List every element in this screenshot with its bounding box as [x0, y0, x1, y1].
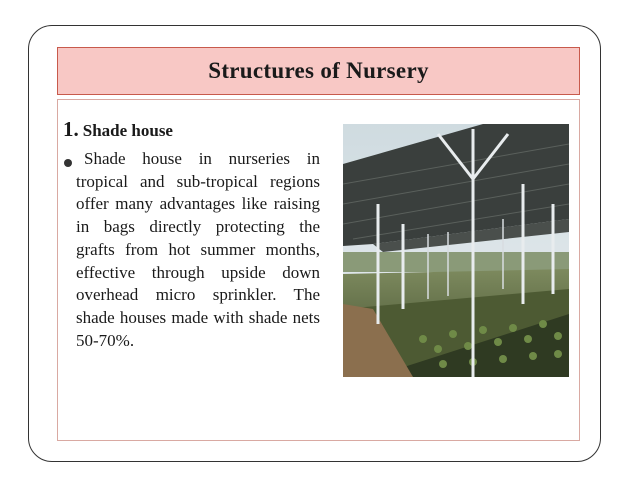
section-title: Shade house [82, 121, 173, 140]
shade-house-image-icon [343, 124, 569, 377]
section-heading [63, 117, 173, 142]
greenhouse-photo [343, 124, 569, 377]
slide-title: Structures of Nursery [208, 58, 429, 83]
bullet-paragraph: Shade house in nurseries in tropical and sub-tropical regions offer many advantages like raising in bags directly protecting the grafts from hot summer months, effective through upside down overhead micro sprinkler. The shade houses made with shade nets 50-70%. [76, 149, 320, 350]
bullet-icon [64, 159, 72, 167]
section-number: 1. [63, 117, 79, 141]
title-banner [57, 47, 580, 95]
